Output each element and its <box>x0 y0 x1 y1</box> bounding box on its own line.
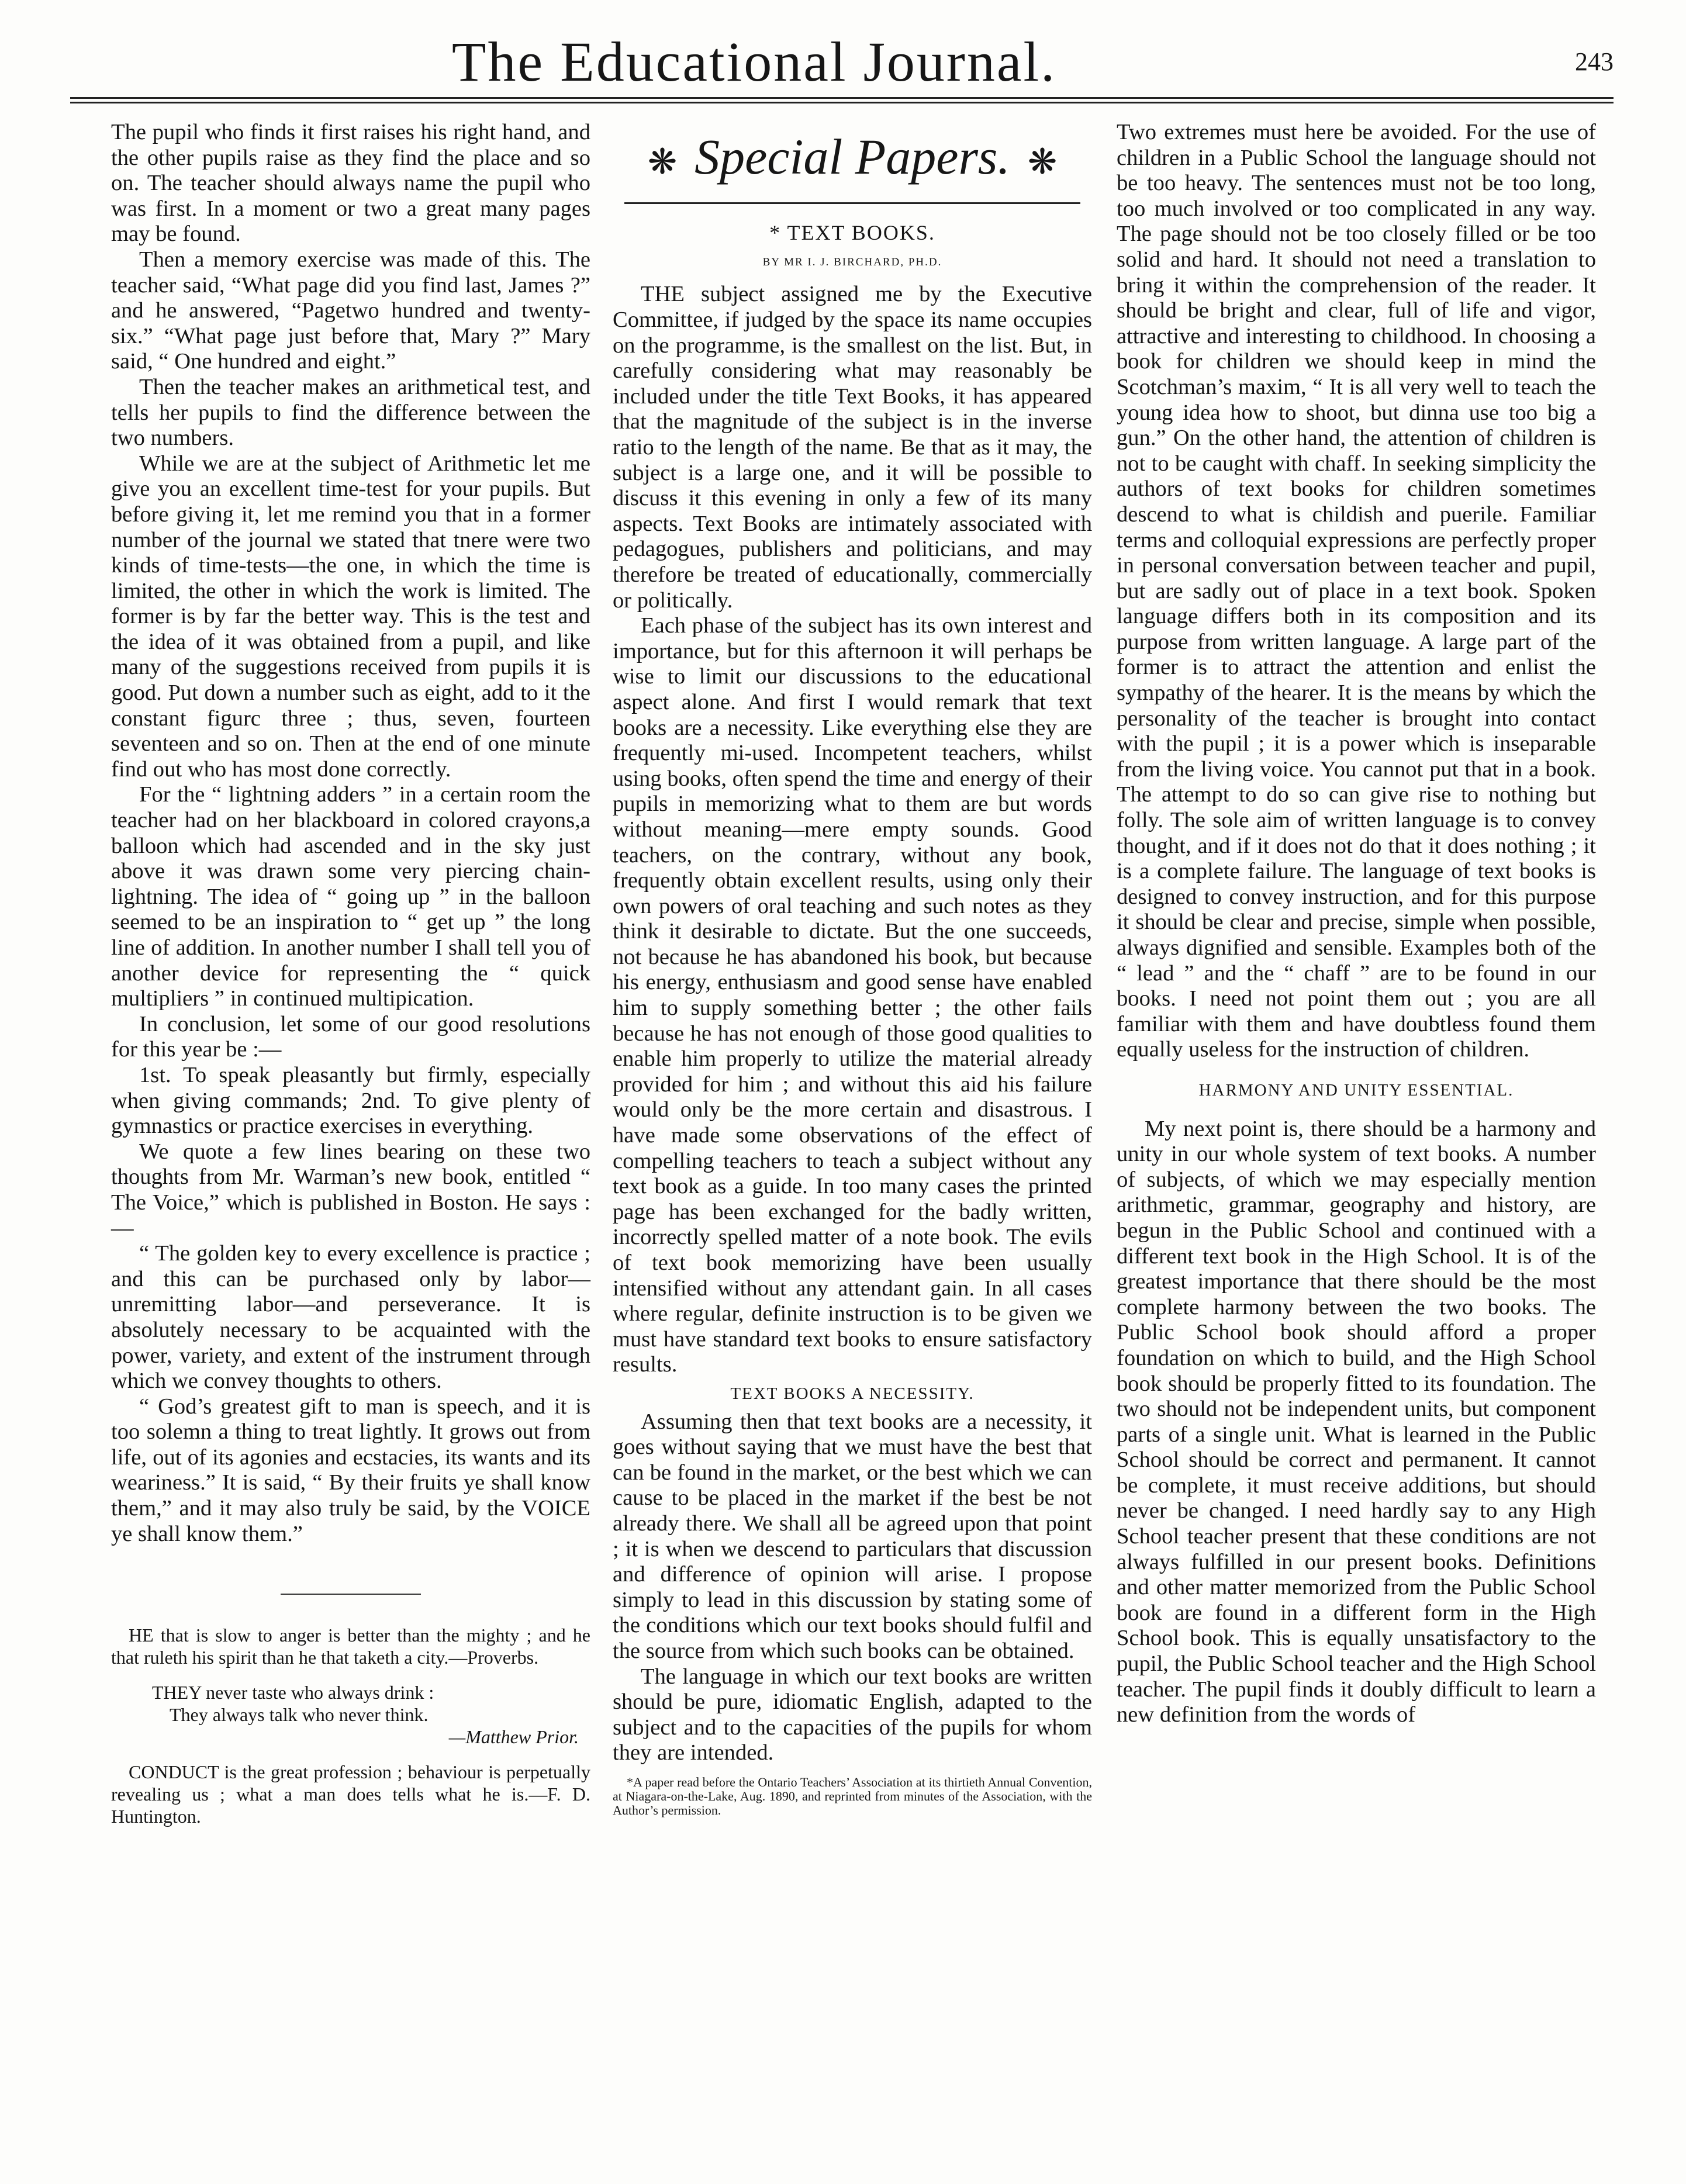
poem-line: THEY never taste who always drink : <box>152 1682 434 1703</box>
article-byline: BY MR I. J. BIRCHARD, PH.D. <box>762 255 942 268</box>
middle-column <box>613 120 1092 1817</box>
header-rule-top <box>70 97 1614 99</box>
proverbs-quote <box>111 1624 590 1668</box>
proverbs-text: HE that is slow to anger is better than the mighty ; and he that ruleth his spirit than he that taketh a city.—Proverbs. <box>111 1625 590 1668</box>
right-paragraph: My next point is, there should be a harmony and unity in our whole system of text books. A number of subjects, of which we may especially mention arithmetic, grammar, geography and history, are begun in the Public School and continued with a different text book in the High School. It is of the greatest importance that there should be the most complete harmony between the two books. The Public School book should afford a proper foundation on which to build, and the High School book should be properly fitted to its foundation. The two should not be independent units, but component parts of a single unit. What is learned in the Public School should be correct and permanent. It cannot be complete, it must receive additions, but should never be changed. I need hardly say to any High School teacher present that these conditions are not always fulfilled in our present books. Definitions and other matter memorized from the Public School book are found in a different form in the High School book. This is equally unsatisfactory to the pupil, the Public School teacher and the High School teacher. The pupil finds it doubly difficult to learn a new definition from the words of <box>1117 1116 1596 1727</box>
mid-paragraph: The language in which our text books are written should be pure, idiomatic English, adapted to the subject and to the capacities of the pupils for whom they are intended. <box>613 1664 1092 1765</box>
subheading-necessity: TEXT BOOKS A NECESSITY. <box>730 1384 975 1403</box>
poem-line: They always talk who never think. <box>170 1704 429 1726</box>
left-paragraph: In conclusion, let some of our good resolutions for this year be :— <box>111 1011 590 1062</box>
left-paragraph: 1st. To speak pleasantly but firmly, especially when giving commands; 2nd. To give plenty of gymnastics or practice exercises in everything. <box>111 1062 590 1139</box>
page-number: 243 <box>1575 47 1614 76</box>
left-paragraph: Then the teacher makes an arithmetical test, and tells her pupils to find the difference between the two numbers. <box>111 374 590 451</box>
page-header <box>70 22 1614 133</box>
header-rule-bottom <box>70 102 1614 103</box>
left-paragraph: Then a memory exercise was made of this. The teacher said, “What page did you find last, James ?” and he answered, “Pagetwo hundred and twenty-six.” “What page just before that, Mary ?” Mary said, “ One hundred and eight.” <box>111 247 590 374</box>
left-paragraph: We quote a few lines bearing on these two thoughts from Mr. Warman’s new book, entitled “ The Voice,” which is published in Boston. He says :— <box>111 1139 590 1240</box>
left-paragraph: For the “ lightning adders ” in a certain room the teacher had on her blackboard in colored crayons,a balloon which had ascended and in the sky just above it was drawn some very piercing chain-lightning. The idea of “ going up ” in the balloon seemed to be an inspiration to “ get up ” the long line of addition. In another number I shall tell you of another device for representing the “ quick multipliers ” in continued multipication. <box>111 782 590 1011</box>
right-column <box>1117 120 1596 1728</box>
mid-paragraph: Each phase of the subject has its own interest and importance, but for this afternoon it will perhaps be wise to limit our discussions to the educational aspect alone. And first I would remark that text books are a necessity. Like everything else they are frequently mi-used. Incompetent teachers, whilst using books, often spend the time and energy of their pupils in memorizing what to them are but words without meaning—mere empty sounds. Good teachers, on the contrary, without any book, frequently obtain excellent results, using only their own powers of oral teaching and such notes as they think it desirable to dictate. But the one succeeds, not because he has abandoned his book, but because his energy, enthusiasm and good sense have enabled him to supply something better ; the other fails because he has not enough of those good qualities to enable him properly to utilize the material already provided for him ; and without this aid his failure would only be the more certain and disastrous. I have made some observations of the effect of compelling teachers to teach a subject without any text book as a guide. In too many cases the printed page has been exchanged for the badly written, incorrectly spelled matter of a note book. The evils of text book memorizing have been usually intensified without any attendant gain. In all cases where regular, definite instruction is to be given we must have standard text books to ensure satisfactory results. <box>613 613 1092 1377</box>
poem-author: —Matthew Prior. <box>448 1726 579 1748</box>
footnote-text: *A paper read before the Ontario Teachers’ Association at its thirtieth Annual Convention, at Niagara-on-the-Lake, Aug. 1890, and reprinted from minutes of the Association, with the Author’s permission. <box>613 1774 1092 1817</box>
left-paragraph: “ God’s greatest gift to man is speech, and it is too solemn a thing to treat lightly. It grows out from life, out of its agonies and ecstacies, its wants and its weariness.” It is said, “ By their fruits ye shall know them,” and it may also truly be said, by the VOICE ye shall know them.” <box>111 1394 590 1546</box>
ornament-icon: ❋ <box>647 143 678 182</box>
section-banner <box>613 125 1092 194</box>
left-paragraph: “ The golden key to every excellence is practice ; and this can be purchased only by labor—unremitting labor—and perseverance. It is absolutely necessary to be acquainted with the power, variety, and extent of the instrument through which we convey thoughts to others. <box>111 1241 590 1394</box>
article-title: * TEXT BOOKS. <box>769 221 935 245</box>
right-paragraph: Two extremes must here be avoided. For the use of children in a Public School the language should not be too heavy. The sentences must not be too long, too much involved or too complicated in any way. The page should not be too closely filled or be too solid and hard. It should not need a translation to bring it within the comprehension of the reader. It should be bright and clear, full of life and vigor, attractive and interesting to childhood. In choosing a book for children we should keep in mind the Scotchman’s maxim, “ It is all very well to teach the young idea how to shoot, but dinna use too big a gun.” On the other hand, the attention of children is not to be caught with chaff. In seeking simplicity the authors of text books for children sometimes descend to what is childish and puerile. Familiar terms and colloquial expressions are perfectly proper in personal conversation between teacher and pupil, but are sadly out of place in a text book. Spoken language differs both in its composition and its purpose from written language. A large part of the former is to attract the attention and enlist the sympathy of the hearer. It is the means by which the personality of the teacher is brought into contact with the pupil ; it is a power which is inseparable from the living voice. You cannot put that in a book. The attempt to do so can give rise to nothing but folly. The sole aim of written language is to convey thought, and if it does not do that it does nothing ; it is a complete failure. The language of text books is designed to convey instruction, and for this purpose it should be clear and precise, simple when possible, always dignified and sensible. Examples both of the “ lead ” and the “ chaff ” are to be found in our books. I need not point them out ; you are all familiar with them and have doubtless found them equally useless for the instruction of children. <box>1117 120 1596 1062</box>
footnote <box>613 1775 1092 1817</box>
separator-rule <box>281 1594 421 1595</box>
mid-paragraph: THE subject assigned me by the Executive Committee, if judged by the space its name occupies on the programme, is the smallest on the list. But, in carefully considering what may reasonably be included under the title Text Books, it has appeared that the magnitude of the subject is in the inverse ratio to the length of the name. Be that as it may, the subject is a large one, and it will be possible to discuss it this evening in only a few of its many aspects. Text Books are intimately associated with pedagogues, publishers and politicians, and may therefore be treated of educationally, commercially or politically. <box>613 282 1092 613</box>
conduct-text: CONDUCT is the great profession ; behaviour is perpetually revealing us ; what a man does tells what he is.—F. D. Huntington. <box>111 1761 590 1827</box>
mid-paragraph: Assuming then that text books are a necessity, it goes without saying that we must have the best that can be found in the market, or the best which we can cause to be placed in the market if the best be not already there. We shall all be agreed upon that point ; it is when we descend to particulars that discussion and difference of opinion will arise. I propose simply to lead in this discussion by stating some of the conditions which our text books should fulfil and the source from which such books can be obtained. <box>613 1409 1092 1663</box>
section-banner-text: Special Papers. <box>695 129 1010 185</box>
left-paragraph: The pupil who finds it first raises his right hand, and the other pupils raise as they find the place and so on. The teacher should always name the pupil who was first. In a moment or two a great many pages may be found. <box>111 120 590 247</box>
subheading-harmony: HARMONY AND UNITY ESSENTIAL. <box>1198 1080 1514 1100</box>
conduct-quote <box>111 1761 590 1827</box>
prior-poem <box>152 1681 590 1748</box>
left-column <box>111 120 590 1827</box>
journal-title: The Educational Journal. <box>451 30 1057 93</box>
left-paragraph: While we are at the subject of Arithmetic let me give you an excellent time-test for your pupils. But before giving it, let me remind you that in a former number of the journal we stated that tnere were two kinds of time-tests—the one, in which the time is limited, the other in which the work is limited. The former is by far the better way. This is the test and the idea of it was obtained from a pupil, and like many of the suggestions received from pupils it is good. Put down a number such as eight, add to it the constant figurc three ; thus, seven, fourteen seventeen and so on. Then at the end of one minute find out who has most done correctly. <box>111 451 590 782</box>
banner-rule <box>624 202 1080 204</box>
ornament-icon: ❋ <box>1027 143 1058 182</box>
